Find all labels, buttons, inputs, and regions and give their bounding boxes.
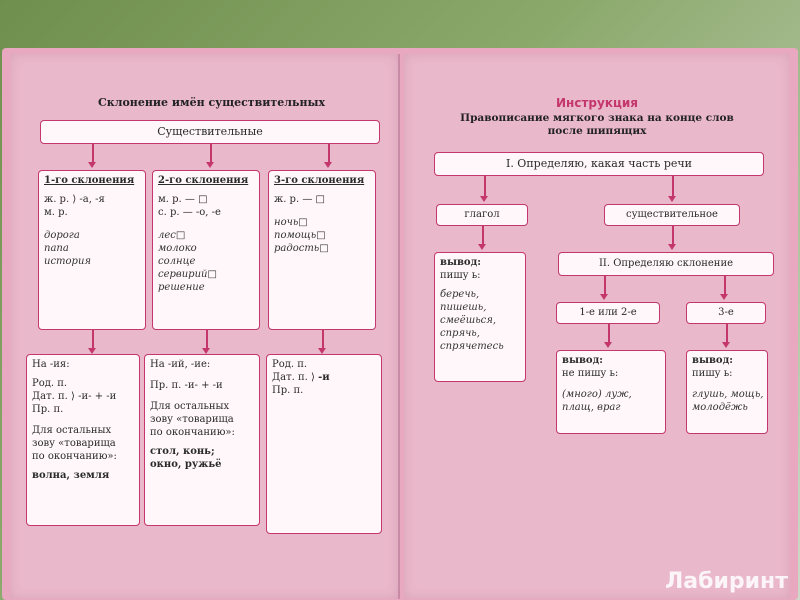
arrow [672,226,674,246]
arrow [672,176,674,198]
arrow [328,144,330,164]
rule-text: зову «товарища [150,414,234,425]
example-word: плащ, враг [562,402,621,413]
arrow [482,226,484,246]
rule-box-3: Род. п. Дат. п. ⟩ -и Пр. п. [266,354,382,534]
arrow [206,330,208,350]
rule-box-1: На -ия: Род. п. Дат. п. ⟩ -и- + -и Пр. п. Для остальных зову «товарища по окончанию»: волна, земля [26,354,140,526]
conclusion-rule: не пишу ь: [562,368,619,379]
example-word: пишешь, [440,302,487,313]
left-page [10,54,400,599]
arrow [608,324,610,344]
declension-2-box [152,170,260,330]
example-words: окно, ружьё [150,459,222,470]
instruction-subtitle-line2: после шипящих [547,125,647,137]
example-word: глушь, мощь, [692,389,764,400]
case-label: Дат. п. [272,372,308,383]
right-page [404,54,790,599]
rule-text: На -ия: [32,359,70,370]
arrowhead [206,162,214,168]
case-label: Дат. п. [32,391,68,402]
gender-label: м. р. [44,207,68,218]
arrowhead [720,294,728,300]
gender-label: ж. р. [44,194,70,205]
conclusion-rule: пишу ь: [440,270,481,281]
declension-1-2-conclusion-box [556,350,666,434]
arrowhead [324,162,332,168]
example-word: помощь□ [274,230,326,241]
arrowhead [88,162,96,168]
declension-1-heading: 1-го склонения [44,175,135,186]
case-ending: -и- + -и [78,391,117,402]
arrowhead [480,196,488,202]
declension-3-heading: 3-го склонения [274,175,365,186]
arrowhead [600,294,608,300]
example-word: сервирий□ [158,269,217,280]
declension-3-box: 3-е [686,302,766,324]
arrowhead [668,244,676,250]
case-rule: Пр. п. -и- + -и [150,380,223,391]
arrowhead [604,342,612,348]
declension-2-heading: 2-го склонения [158,175,249,186]
rule-text: зову «товарища [32,438,116,449]
example-word: спрячетесь [440,341,504,352]
rule-text: Для остальных [32,425,112,436]
example-word: солнце [158,256,196,267]
example-word: беречь, [440,289,480,300]
step-1-box: I. Определяю, какая часть речи [434,152,764,176]
declension-3-conclusion-box [686,350,768,434]
example-word: дорога [44,230,80,241]
arrowhead [668,196,676,202]
example-word: лес□ [158,230,186,241]
conclusion-label: вывод: [692,355,733,366]
step-2-box: II. Определяю склонение [558,252,774,276]
arrow [604,276,606,296]
instruction-subtitle-line1: Правописание мягкого знака на конце слов [460,112,734,124]
example-word: история [44,256,92,267]
verb-box: глагол [436,204,528,226]
arrowhead [722,342,730,348]
rule-text: по окончанию»: [150,427,235,438]
arrow [322,330,324,350]
example-word: решение [158,282,205,293]
example-word: папа [44,243,69,254]
declension-1-2-box: 1-е или 2-е [556,302,660,324]
left-page-title: Склонение имён существительных [98,96,326,109]
gender-label: с. р. — -о, -е [158,207,221,218]
gender-label: м. р. — □ [158,194,208,205]
nouns-root-box: Существительные [40,120,380,144]
conclusion-rule: пишу ь: [692,368,733,379]
noun-box: существительное [604,204,740,226]
example-words: стол, конь; [150,446,215,457]
case-label: Род. п. [32,378,68,389]
conclusion-label: вывод: [440,257,481,268]
example-word: молодёжь [692,402,748,413]
arrow [92,330,94,350]
example-word: молоко [158,243,197,254]
case-label: Пр. п. [272,385,304,396]
rule-text: по окончанию»: [32,451,117,462]
arrow [724,276,726,296]
example-word: радость□ [274,243,329,254]
case-label: Пр. п. [32,404,64,415]
arrowhead [478,244,486,250]
rule-text: Для остальных [150,401,230,412]
endings: -а, -я [79,194,105,205]
example-words: волна, земля [32,470,110,481]
conclusion-label: вывод: [562,355,603,366]
labirint-watermark: Лабиринт [664,569,788,594]
example-word: спрячь, [440,328,480,339]
verb-conclusion-box [434,252,526,382]
declension-1-box: 1-го склонения ж. р. ⟩ -а, -я м. р. дорога папа история [38,170,146,330]
rule-box-2 [144,354,260,526]
example-word: ночь□ [274,217,308,228]
arrow [92,144,94,164]
gender-label: ж. р. — □ [274,194,325,205]
case-ending: -и [318,372,330,383]
example-word: смеёшься, [440,315,497,326]
open-book [2,48,798,600]
instruction-heading: Инструкция [556,96,638,110]
arrow [726,324,728,344]
arrow [210,144,212,164]
rule-text: На -ий, -ие: [150,359,211,370]
example-word: (много) луж, [562,389,632,400]
arrow [484,176,486,198]
case-label: Род. п. [272,359,308,370]
declension-3-box [268,170,376,330]
